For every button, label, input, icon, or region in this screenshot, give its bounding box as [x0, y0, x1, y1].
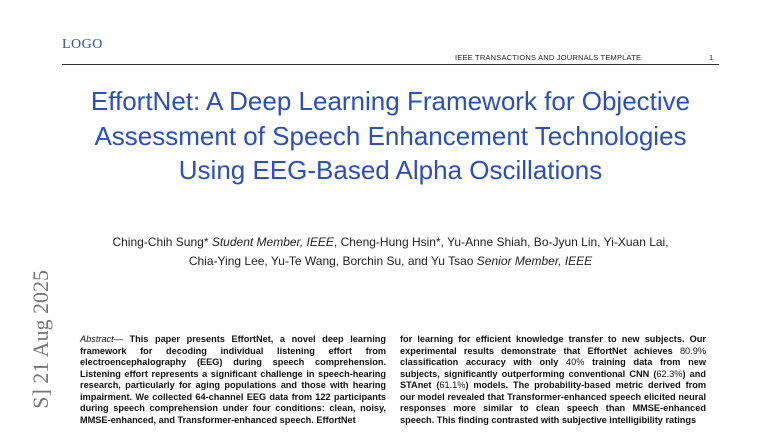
authors-line1-rest: , Cheng-Hung Hsin*, Yu-Anne Shiah, Bo-Jyun Lin, Yi-Xuan Lai,: [333, 235, 669, 249]
header-rule: [62, 64, 719, 65]
abstract-right-part1: for learning for efficient knowledge transfer to new subjects. Our experimental results demonstrate that EffortNet achieves: [400, 334, 706, 356]
abstract-right-part4: ) and STAnet (: [400, 368, 706, 390]
abstract-right-part3: training data from new subjects, significantly outperforming conventional CNN (: [400, 357, 706, 379]
authors-line1-names: Ching-Chih Sung*: [112, 235, 209, 249]
training-fraction-value: 40%: [566, 357, 585, 367]
abstract-left-column: Abstract— This paper presents EffortNet, a novel deep learning framework for decoding individual listening effort from electroencephalography (EEG) during speech comprehension. Listening effort represents a significant challenge in speech-hearing research, particularly for aging populations and those with hearing impairment. We collected 64-channel EEG data from 122 participants during speech comprehension under four conditions: clean, noisy, MMSE-enhanced, and Transformer-enhanced speech. EffortNet: [80, 334, 386, 425]
abstract-left-text: This paper presents EffortNet, a novel deep learning framework for decoding individual listening effort from electroencephalography (EEG) during speech comprehension. Listening effort represents a significant challenge in speech-hearing research, particularly for aging populations and those with hearing impairment. We collected 64-channel EEG data from 122 participants during speech comprehension under four conditions: clean, noisy, MMSE-enhanced, and Transformer-enhanced speech. EffortNet: [80, 334, 386, 425]
accuracy-value: 80.9%: [679, 345, 706, 356]
abstract-right-part2: classification accuracy with only: [400, 357, 567, 367]
journal-logo: LOGO: [62, 37, 103, 52]
author-list: [62, 233, 719, 270]
paper-title: EffortNet: A Deep Learning Framework for Objective Assessment of Speech Enhancement Technologies Using EEG-Based Alpha Oscillations: [90, 86, 691, 185]
abstract-right-column: [400, 334, 706, 426]
page-number: 1: [709, 53, 714, 62]
authors-line2-membership: Senior Member, IEEE: [476, 253, 593, 268]
abstract-right-part5: ) models. The probability-based metric derived from our model revealed that Transformer-enhanced speech elicited neural responses more similar to clean speech than MMSE-enhanced speech. This finding contrasted with subjective intelligibility ratings: [400, 380, 706, 425]
authors-line2-names: Chia-Ying Lee, Yu-Te Wang, Borchin Su, and Yu Tsao: [188, 253, 474, 268]
arxiv-stamp-text: S] 21 Aug 2025: [28, 270, 53, 409]
stanet-accuracy-value: 61.1%: [439, 380, 466, 390]
cnn-accuracy-value: 62.3%: [656, 368, 683, 379]
authors-line1-membership: Student Member, IEEE: [211, 235, 334, 249]
arxiv-side-stamp: [26, 270, 56, 441]
abstract-label: Abstract: [80, 334, 114, 344]
running-head: IEEE TRANSACTIONS AND JOURNALS TEMPLATE: [455, 53, 642, 62]
